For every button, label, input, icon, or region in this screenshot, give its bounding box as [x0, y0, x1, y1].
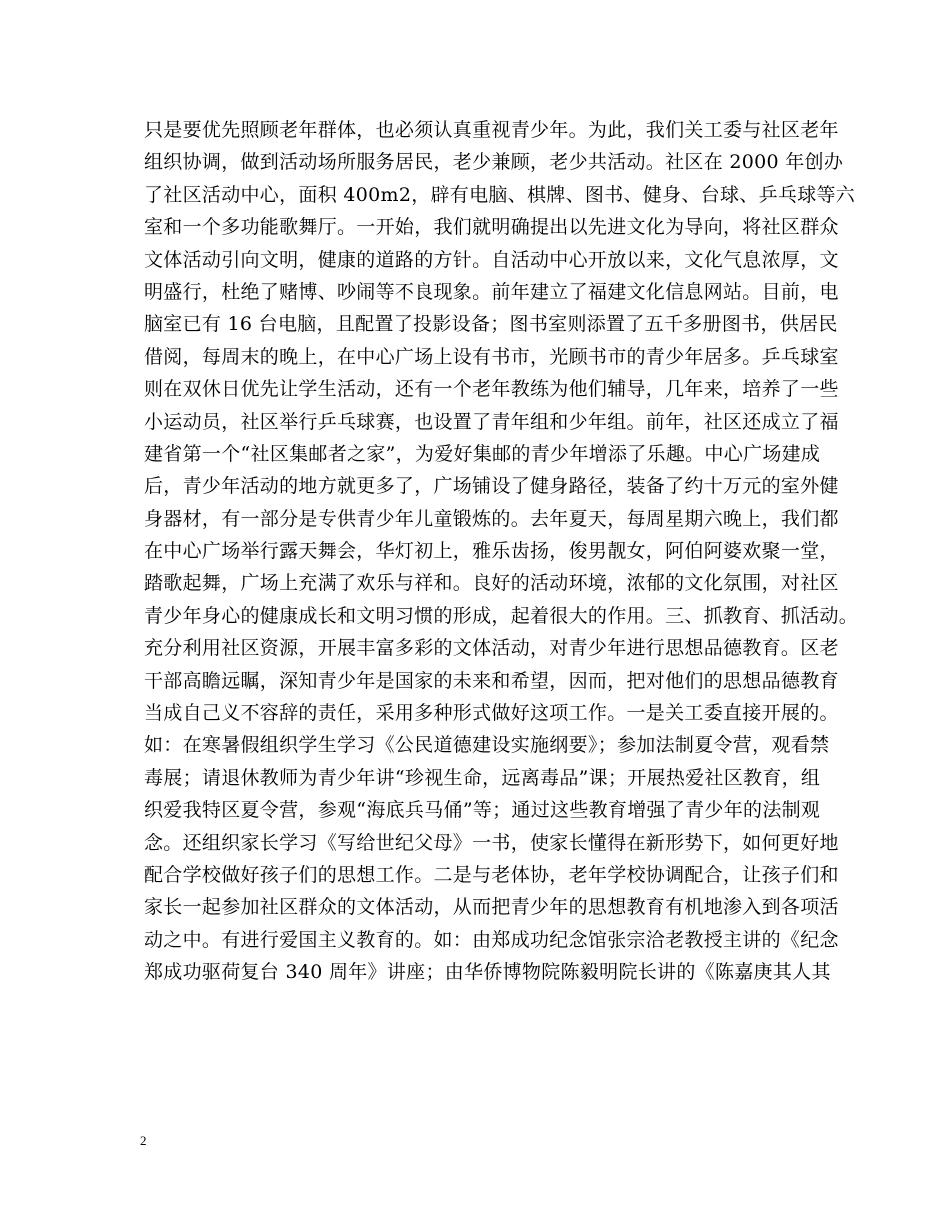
text-line: 念。还组织家长学习《写给世纪父母》一书，使家长懂得在新形势下，如何更好地 [144, 831, 839, 854]
text-line: 动之中。有进行爱国主义教育的。如：由郑成功纪念馆张宗洽老教授主讲的《纪念 [144, 928, 839, 951]
page-number: 2 [140, 1133, 147, 1148]
text-line: 充分利用社区资源，开展丰富多彩的文体活动，对青少年进行思想品德教育。区老 [144, 637, 839, 660]
text-line: 后，青少年活动的地方就更多了，广场铺设了健身路径，装备了约十万元的室外健 [144, 475, 839, 498]
text-line: 只是要优先照顾老年群体，也必须认真重视青少年。为此，我们关工委与社区老年 [144, 119, 839, 141]
text-line: 了社区活动中心，面积 400m2，辟有电脑、棋牌、图书、健身、台球、乒乓球等六 [144, 183, 856, 206]
text-line: 当成自己义不容辞的责任，采用多种形式做好这项工作。一是关工委直接开展的。 [144, 702, 839, 725]
text-line: 建省第一个“社区集邮者之家”，为爱好集邮的青少年增添了乐趣。中心广场建成 [144, 442, 821, 465]
text-line: 则在双休日优先让学生活动，还有一个老年教练为他们辅导，几年来，培养了一些 [144, 378, 839, 401]
text-line: 家长一起参加社区群众的文体活动，从而把青少年的思想教育有机地渗入到各项活 [144, 896, 839, 919]
text-line: 小运动员，社区举行乒乓球赛，也设置了青年组和少年组。前年，社区还成立了福 [144, 410, 839, 433]
text-line: 如：在寒暑假组织学生学习《公民道德建设实施纲要》；参加法制夏令营，观看禁 [144, 734, 830, 757]
body-text [144, 114, 859, 989]
text-line: 脑室已有 16 台电脑，且配置了投影设备；图书室则添置了五千多册图书，供居民 [144, 313, 838, 336]
text-line: 织爱我特区夏令营，参观“海底兵马俑”等；通过这些教育增强了青少年的法制观 [144, 799, 821, 822]
text-line: 室和一个多功能歌舞厅。一开始，我们就明确提出以先进文化为导向，将社区群众 [144, 216, 839, 239]
text-line: 郑成功驱荷复台 340 周年》讲座；由华侨博物院陈毅明院长讲的《陈嘉庚其人其 [144, 961, 831, 984]
text-line: 配合学校做好孩子们的思想工作。二是与老体协，老年学校协调配合，让孩子们和 [144, 863, 839, 886]
text-line: 毒展；请退休教师为青少年讲“珍视生命，远离毒品”课；开展热爱社区教育，组 [144, 766, 821, 789]
text-line: 青少年身心的健康成长和文明习惯的形成，起着很大的作用。三、抓教育、抓活动。 [144, 604, 859, 627]
text-line: 踏歌起舞，广场上充满了欢乐与祥和。良好的活动环境，浓郁的文化氛围，对社区 [144, 572, 839, 595]
text-line: 在中心广场举行露天舞会，华灯初上，雅乐齿扬，俊男靓女，阿伯阿婆欢聚一堂， [144, 540, 839, 563]
text-line: 明盛行，杜绝了赌博、吵闹等不良现象。前年建立了福建文化信息网站。目前，电 [144, 280, 839, 303]
text-line: 身器材，有一部分是专供青少年儿童锻炼的。去年夏天，每周星期六晚上，我们都 [144, 507, 839, 530]
text-line: 组织协调，做到活动场所服务居民，老少兼顾，老少共活动。社区在 2000 年创办 [144, 151, 844, 174]
text-line: 文体活动引向文明，健康的道路的方针。自活动中心开放以来，文化气息浓厚，文 [144, 248, 839, 271]
text-line: 借阅，每周末的晚上，在中心广场上设有书市，光顾书市的青少年居多。乒乓球室 [144, 345, 839, 368]
text-line: 干部高瞻远瞩，深知青少年是国家的未来和希望，因而，把对他们的思想品德教育 [144, 669, 839, 692]
